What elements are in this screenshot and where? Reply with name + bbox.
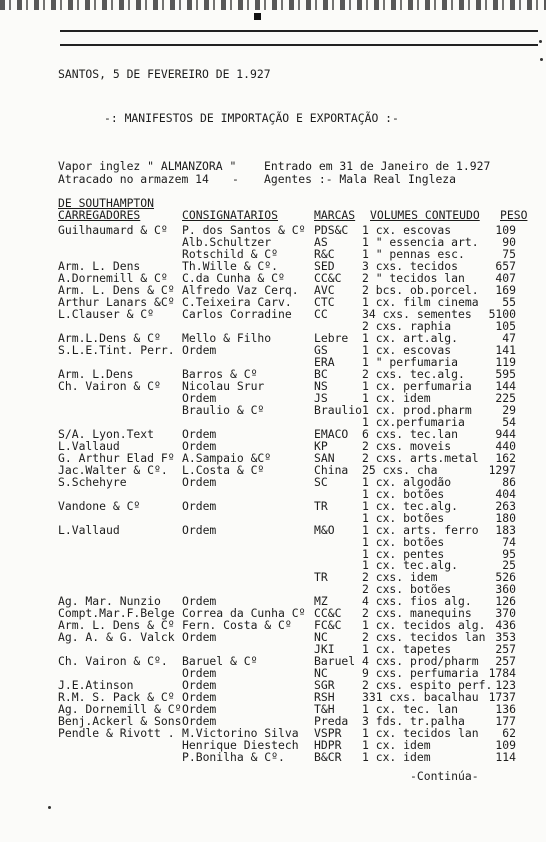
date-line: SANTOS, 5 DE FEVEREIRO DE 1.927 xyxy=(58,67,271,81)
volumes-cell: 1 cx. arts. ferro xyxy=(362,522,479,537)
mark-cell: Braulio xyxy=(314,402,363,417)
mark-cell: R&C xyxy=(314,247,335,261)
weight-cell: 370 xyxy=(495,606,516,621)
mark-cell: ERA xyxy=(314,354,335,369)
shipper-cell: A.Dornemill & Cº xyxy=(58,270,168,285)
shipper-cell: Arm. L.Dens xyxy=(58,366,134,381)
volumes-cell: 1 cx. escovas xyxy=(362,223,452,237)
weight-cell: 25 xyxy=(502,558,516,573)
consignee-cell: Ordem xyxy=(182,498,217,513)
entry-date: Entrado em 31 de Janeiro de 1.927 xyxy=(264,159,491,173)
mark-cell: MZ xyxy=(314,594,328,609)
mark-cell: CTC xyxy=(314,294,335,309)
column-header-shippers: CARREGADORES xyxy=(58,208,141,222)
shipper-cell: Arm. L. Dens & Cº xyxy=(58,618,175,633)
volumes-cell: 2 cxs. tecidos lan xyxy=(362,630,486,645)
weight-cell: 177 xyxy=(495,714,516,729)
consignee-cell: Rotschild & Cº xyxy=(182,247,279,261)
volumes-cell: 1 " perfumaria xyxy=(362,354,459,369)
volumes-cell: 1 cx. idem xyxy=(362,390,431,405)
weight-cell: 183 xyxy=(495,522,516,537)
volumes-cell: 1 cx. tec.alg. xyxy=(362,558,459,573)
volumes-cell: 2 cxs. moveis xyxy=(362,438,452,453)
shipper-cell: R.M. S. Pack & Cº xyxy=(58,690,175,705)
weight-cell: 162 xyxy=(495,450,516,465)
consignee-cell: Barros & Cº xyxy=(182,366,258,381)
column-header-consignees: CONSIGNATARIOS xyxy=(182,208,279,222)
volumes-cell: 1 cx. tecidos alg. xyxy=(362,618,486,633)
shipper-cell: Arm.L.Dens & Cº xyxy=(58,330,161,345)
volumes-cell: 1 cx. perfumaria xyxy=(362,378,472,393)
volumes-cell: 2 cxs. manequins xyxy=(362,606,472,621)
shipper-cell: Ag. A. & G. Valck xyxy=(58,630,175,645)
mark-cell: AVC xyxy=(314,282,335,297)
weight-cell: 109 xyxy=(495,223,516,237)
weight-cell: 1297 xyxy=(488,462,516,477)
mark-cell: TR xyxy=(314,570,328,585)
volumes-cell: 1 cx. pentes xyxy=(362,546,445,561)
volumes-cell: 2 cxs. espito perf. xyxy=(362,678,493,693)
weight-cell: 353 xyxy=(495,630,516,645)
mark-cell: NS xyxy=(314,378,328,393)
mark-cell: Preda xyxy=(314,714,349,729)
mark-cell: NC xyxy=(314,630,328,645)
consignee-cell: P. dos Santos & Cº xyxy=(182,223,306,237)
column-header-weight: PESO xyxy=(500,208,528,222)
weight-cell: 404 xyxy=(495,486,516,501)
mark-cell: GS xyxy=(314,342,328,357)
shipper-cell: Vandone & Cº xyxy=(58,498,141,513)
shipper-cell: S.Schehyre xyxy=(58,474,127,489)
berth-dash: - xyxy=(232,172,239,186)
weight-cell: 105 xyxy=(495,318,516,333)
mark-cell: AS xyxy=(314,235,328,249)
weight-cell: 180 xyxy=(495,510,516,525)
vessel-name: Vapor inglez " ALMANZORA " xyxy=(58,159,237,173)
consignee-cell: A.Sampaio &Cº xyxy=(182,450,272,465)
weight-cell: 109 xyxy=(495,738,516,753)
shipper-cell: S.L.E.Tint. Perr. xyxy=(58,342,175,357)
volumes-cell: 1 cx. prod.pharm xyxy=(362,402,472,417)
weight-cell: 86 xyxy=(502,474,516,489)
volumes-cell: 1 cx. botões xyxy=(362,534,445,549)
weight-cell: 944 xyxy=(495,426,516,441)
weight-cell: 136 xyxy=(495,702,516,717)
mark-cell: EMACO xyxy=(314,426,349,441)
shipper-cell: Ch. Vairon & Cº xyxy=(58,378,161,393)
consignee-cell: Correa da Cunha Cº xyxy=(182,606,306,621)
weight-cell: 74 xyxy=(502,534,516,549)
weight-cell: 144 xyxy=(495,378,516,393)
mark-cell: B&CR xyxy=(314,750,342,765)
volumes-cell: 1 cx. botões xyxy=(362,510,445,525)
weight-cell: 360 xyxy=(495,582,516,597)
volumes-cell: 1 cx. idem xyxy=(362,738,431,753)
weight-cell: 595 xyxy=(495,366,516,381)
mark-cell: NC xyxy=(314,666,328,681)
consignee-cell: Ordem xyxy=(182,522,217,537)
volumes-cell: 3 cxs. tecidos xyxy=(362,258,459,273)
weight-cell: 257 xyxy=(495,642,516,657)
rule-second xyxy=(60,44,538,46)
column-header-marks: MARCAS xyxy=(314,208,356,222)
mark-cell: CC xyxy=(314,306,328,321)
consignee-cell: Ordem xyxy=(182,390,217,405)
consignee-cell: Mello & Filho xyxy=(182,330,272,345)
volumes-cell: 2 cxs. raphia xyxy=(362,318,452,333)
weight-cell: 90 xyxy=(502,235,516,249)
consignee-cell: M.Victorino Silva xyxy=(182,726,299,741)
weight-cell: 29 xyxy=(502,402,516,417)
consignee-cell: C.da Cunha & Cº xyxy=(182,270,285,285)
margin-mark xyxy=(539,40,542,43)
mark-cell: SAN xyxy=(314,450,335,465)
volumes-cell: 1 cx. tapetes xyxy=(362,642,452,657)
mark-cell: Baruel xyxy=(314,654,356,669)
mark-cell: BC xyxy=(314,366,328,381)
volumes-cell: 1 cx. tec.alg. xyxy=(362,498,459,513)
volumes-cell: 331 cxs. bacalhau xyxy=(362,690,479,705)
consignee-cell: Ordem xyxy=(182,678,217,693)
consignee-cell: Ordem xyxy=(182,474,217,489)
punch-mark xyxy=(254,13,261,20)
consignee-cell: Ordem xyxy=(182,594,217,609)
shipper-cell: L.Clauser & Cº xyxy=(58,306,155,321)
volumes-cell: 1 " pennas esc. xyxy=(362,247,465,261)
volumes-cell: 2 cxs. arts.metal xyxy=(362,450,479,465)
shipper-cell: Pendle & Rivott . xyxy=(58,726,175,741)
agents: Agentes :- Mala Real Ingleza xyxy=(264,172,457,186)
weight-cell: 75 xyxy=(502,247,516,261)
consignee-cell: C.Teixeira Carv. xyxy=(182,294,292,309)
weight-cell: 526 xyxy=(495,570,516,585)
weight-cell: 62 xyxy=(502,726,516,741)
mark-cell: SGR xyxy=(314,678,335,693)
mark-cell: RSH xyxy=(314,690,335,705)
consignee-cell: Alfredo Vaz Cerq. xyxy=(182,282,299,297)
mark-cell: SC xyxy=(314,474,328,489)
weight-cell: 263 xyxy=(495,498,516,513)
volumes-cell: 1 cx. tecidos lan xyxy=(362,726,479,741)
shipper-cell: S/A. Lyon.Text xyxy=(58,426,155,441)
weight-cell: 1784 xyxy=(488,666,516,681)
volumes-cell: 2 cxs. tec.alg. xyxy=(362,366,465,381)
mark-cell: JS xyxy=(314,390,328,405)
volumes-cell: 1 cx.perfumaria xyxy=(362,414,465,429)
shipper-cell: L.Vallaud xyxy=(58,522,120,537)
mark-cell: HDPR xyxy=(314,738,342,753)
volumes-cell: 1 cx. tec. lan xyxy=(362,702,459,717)
weight-cell: 123 xyxy=(495,678,516,693)
mark-cell: VSPR xyxy=(314,726,342,741)
volumes-cell: 2 " tecidos lan xyxy=(362,270,465,285)
shipper-cell: G. Arthur Elad Fº xyxy=(58,450,175,465)
margin-mark xyxy=(48,806,51,809)
shipper-cell: Jac.Walter & Cº. xyxy=(58,462,168,477)
weight-cell: 119 xyxy=(495,354,516,369)
volumes-cell: 1 cx. idem xyxy=(362,750,431,765)
volumes-cell: 1 cx. algodão xyxy=(362,474,452,489)
weight-cell: 169 xyxy=(495,282,516,297)
consignee-cell: Ordem xyxy=(182,702,217,717)
mark-cell: M&O xyxy=(314,522,335,537)
shipper-cell: Guilhaumard & Cº xyxy=(58,223,168,237)
consignee-cell: P.Bonilha & Cº. xyxy=(182,750,285,765)
consignee-cell: Fern. Costa & Cº xyxy=(182,618,292,633)
weight-cell: 436 xyxy=(495,618,516,633)
shipper-cell: Arm. L. Dens & Cº xyxy=(58,282,175,297)
document-title: -: MANIFESTOS DE IMPORTAÇÃO E EXPORTAÇÃO :- xyxy=(104,111,399,125)
consignee-cell: L.Costa & Cº xyxy=(182,462,265,477)
volumes-cell: 34 cxs. sementes xyxy=(362,306,472,321)
volumes-cell: 2 cxs. botões xyxy=(362,582,452,597)
mark-cell: SED xyxy=(314,258,335,273)
shipper-cell: Ch. Vairon & Cº. xyxy=(58,654,168,669)
consignee-cell: Ordem xyxy=(182,666,217,681)
volumes-cell: 1 " essencia art. xyxy=(362,235,479,249)
weight-cell: 407 xyxy=(495,270,516,285)
consignee-cell: Ordem xyxy=(182,714,217,729)
consignee-cell: Baruel & Cº xyxy=(182,654,258,669)
shipper-cell: Arthur Lanars &Cº xyxy=(58,294,175,309)
weight-cell: 47 xyxy=(502,330,516,345)
consignee-cell: Th.Wille & Cº. xyxy=(182,258,279,273)
weight-cell: 114 xyxy=(495,750,516,765)
volumes-cell: 4 cxs. prod/pharm xyxy=(362,654,479,669)
mark-cell: Lebre xyxy=(314,330,349,345)
consignee-cell: Carlos Corradine xyxy=(182,306,292,321)
shipper-cell: Ag. Mar. Nunzio xyxy=(58,594,161,609)
mark-cell: KP xyxy=(314,438,328,453)
mark-cell: China xyxy=(314,462,349,477)
shipper-cell: Benj.Ackerl & Sons xyxy=(58,714,182,729)
consignee-cell: Braulio & Cº xyxy=(182,402,265,417)
mark-cell: TR xyxy=(314,498,328,513)
weight-cell: 95 xyxy=(502,546,516,561)
shipper-cell: Arm. L. Dens xyxy=(58,258,141,273)
consignee-cell: Ordem xyxy=(182,690,217,705)
berth: Atracado no armazem 14 xyxy=(58,172,209,186)
shipper-cell: L.Vallaud xyxy=(58,438,120,453)
shipper-cell: Ag. Dornemill & Cº xyxy=(58,702,182,717)
weight-cell: 126 xyxy=(495,594,516,609)
continues-note: -Continúa- xyxy=(410,769,479,783)
shipper-cell: J.E.Atinson xyxy=(58,678,134,693)
mark-cell: T&H xyxy=(314,702,335,717)
weight-cell: 141 xyxy=(495,342,516,357)
shipper-cell: Compt.Mar.F.Belge xyxy=(58,606,175,621)
weight-cell: 54 xyxy=(502,414,516,429)
volumes-cell: 1 cx. art.alg. xyxy=(362,330,459,345)
volumes-cell: 1 cx. escovas xyxy=(362,342,452,357)
mark-cell: CC&C xyxy=(314,606,342,621)
weight-cell: 440 xyxy=(495,438,516,453)
consignee-cell: Henrique Diestech xyxy=(182,738,299,753)
consignee-cell: Ordem xyxy=(182,426,217,441)
volumes-cell: 9 cxs. perfumaria xyxy=(362,666,479,681)
mark-cell: PDS&C xyxy=(314,223,349,237)
volumes-cell: 2 bcs. ob.porcel. xyxy=(362,282,479,297)
consignee-cell: Ordem xyxy=(182,342,217,357)
scan-noise-top xyxy=(0,0,546,10)
consignee-cell: Nicolau Srur xyxy=(182,378,265,393)
mark-cell: CC&C xyxy=(314,270,342,285)
weight-cell: 1737 xyxy=(488,690,516,705)
column-header-volumes: VOLUMES CONTEUDO xyxy=(370,208,480,222)
volumes-cell: 4 cxs. fios alg. xyxy=(362,594,472,609)
volumes-cell: 2 cxs. idem xyxy=(362,570,438,585)
weight-cell: 657 xyxy=(495,258,516,273)
volumes-cell: 1 cx. botões xyxy=(362,486,445,501)
consignee-cell: Ordem xyxy=(182,438,217,453)
volumes-cell: 3 fds. tr.palha xyxy=(362,714,465,729)
consignee-cell: Ordem xyxy=(182,630,217,645)
consignee-cell: Alb.Schultzer xyxy=(182,235,272,249)
mark-cell: FC&C xyxy=(314,618,342,633)
weight-cell: 5100 xyxy=(488,306,516,321)
mark-cell: JKI xyxy=(314,642,335,657)
weight-cell: 55 xyxy=(502,294,516,309)
weight-cell: 225 xyxy=(495,390,516,405)
volumes-cell: 6 cxs. tec.lan xyxy=(362,426,459,441)
weight-cell: 257 xyxy=(495,654,516,669)
margin-mark xyxy=(540,58,543,61)
volumes-cell: 1 cx. film cinema xyxy=(362,294,479,309)
origin-port: DE SOUTHAMPTON xyxy=(58,196,155,210)
volumes-cell: 25 cxs. cha xyxy=(362,462,438,477)
rule-top xyxy=(60,30,538,32)
